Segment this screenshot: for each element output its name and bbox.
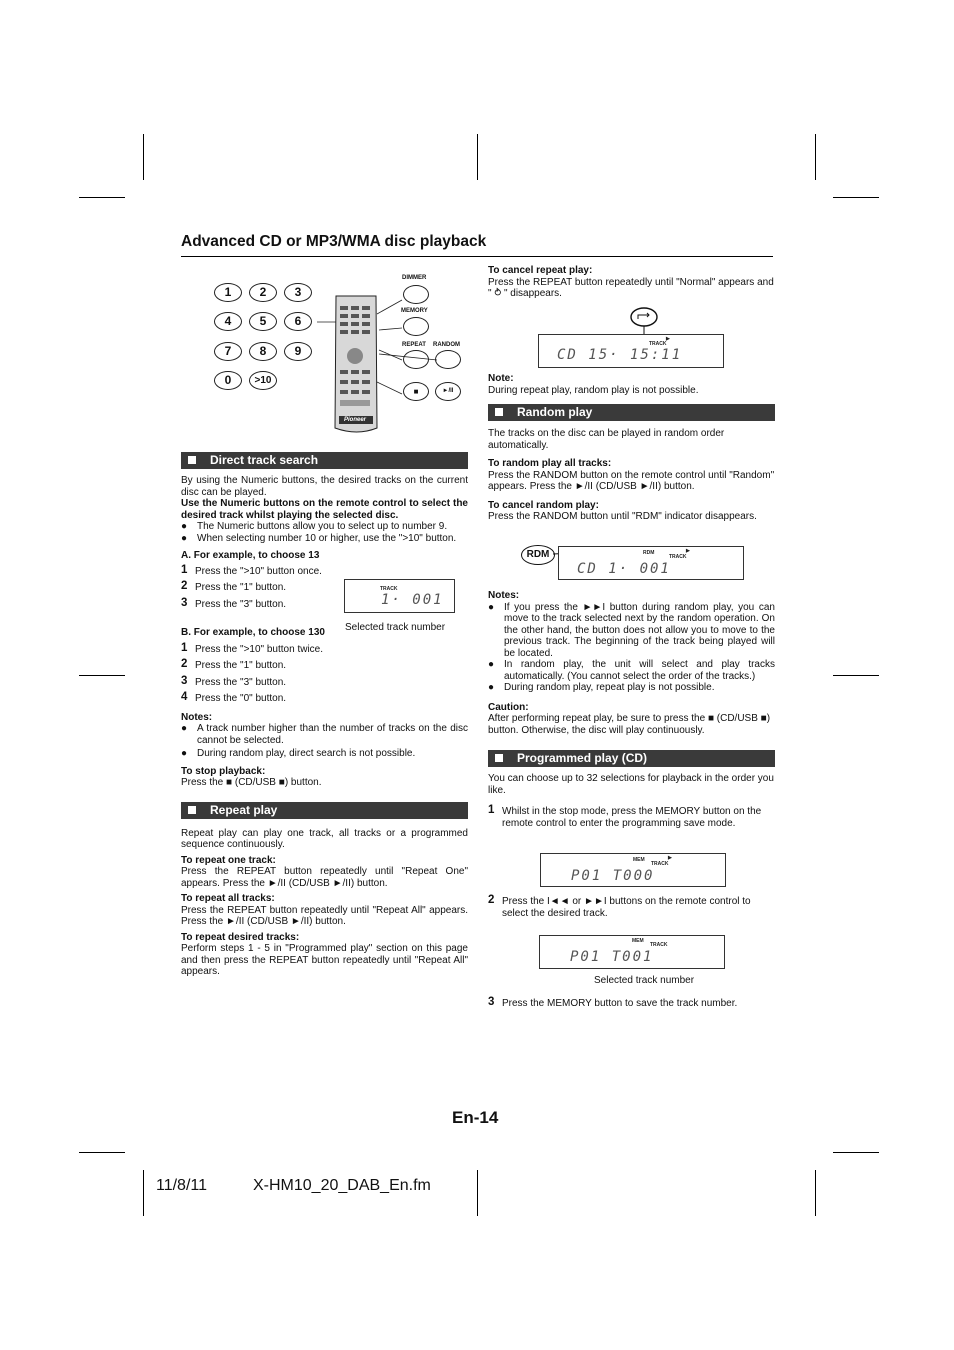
- crop-mark: [833, 197, 879, 198]
- left-column: [181, 452, 468, 978]
- crop-mark: [143, 1170, 144, 1216]
- lcd-display-random: RDM TRACK ▶ CD 1· 001: [558, 546, 744, 580]
- page-title: Advanced CD or MP3/WMA disc playback: [181, 233, 487, 250]
- step: 1 Press the ">10" button once.: [181, 563, 322, 577]
- key-1: 1: [214, 283, 242, 302]
- list-item: ● A track number higher than the number of tracks on the disc cannot be selected.: [181, 723, 468, 746]
- program-step-3: [488, 998, 775, 1010]
- crop-mark: [477, 1170, 478, 1216]
- direct-bold: Use the Numeric buttons on the remote control to select the desired track whilst playing the selected disc.: [181, 498, 468, 521]
- note-text: During repeat play, random play is not possible.: [488, 384, 699, 396]
- bullet-square-icon: [495, 408, 503, 416]
- crop-mark: [143, 134, 144, 180]
- key-3: 3: [284, 283, 312, 302]
- repeat-label: REPEAT: [402, 342, 426, 348]
- bullet-square-icon: [188, 456, 196, 464]
- step: 2 Press the "1" button.: [181, 580, 287, 593]
- stop-icon: ■: [707, 713, 714, 724]
- repeat-intro: Repeat play can play one track, all tracks or a programmed sequence continuously.: [181, 827, 468, 850]
- title-rule: [181, 256, 773, 257]
- play-indicator-icon: ▶: [666, 336, 670, 342]
- crop-mark: [833, 675, 879, 676]
- step: 3 Press the MEMORY button to save the track number.: [488, 996, 738, 1009]
- stop-button: ■: [403, 382, 429, 401]
- play-indicator-icon: ▶: [668, 855, 672, 861]
- caution-heading: Caution:: [488, 701, 529, 713]
- key-gt10: >10: [249, 371, 277, 390]
- step: 4 Press the "0" button.: [181, 691, 287, 704]
- rdm-indicator-icon: RDM: [521, 545, 555, 565]
- right-column-2: [488, 373, 775, 523]
- step: 1 Press the ">10" button twice.: [181, 641, 324, 655]
- lcd-display-track-13: TRACK 1· 001: [344, 579, 455, 613]
- footer-date: 11/8/11: [156, 1177, 208, 1194]
- cancel-random-text: Press the RANDOM button until "RDM" indicator disappears.: [488, 511, 757, 522]
- random-all-heading: To random play all tracks:: [488, 458, 612, 469]
- programmed-intro: You can choose up to 32 selections for playback in the order you like.: [488, 773, 774, 796]
- repeat-one-heading: To repeat one track:: [181, 854, 276, 866]
- cancel-random-heading: To cancel random play:: [488, 499, 599, 511]
- crop-mark: [815, 134, 816, 180]
- lcd-caption: Selected track number: [594, 975, 695, 986]
- remote-brand: Pioneer: [344, 417, 367, 423]
- program-step-2: [488, 896, 775, 919]
- key-8: 8: [249, 342, 277, 361]
- repeat-one-text: Press the REPEAT button repeatedly until "Repeat One" appears. Press the ►/II (CD/USB ►/II) button.: [181, 866, 468, 889]
- list-item: ● If you press the ►►I button during random play, you can move to the track selected next by the random operation. On the other hand, the button does not allow you to move to the previous track. The beginning of the track being played will be located.: [488, 602, 775, 660]
- repeat-indicator-icon: [630, 307, 660, 337]
- repeat-desired-heading: To repeat desired tracks:: [181, 931, 300, 943]
- list-item: ● When selecting number 10 or higher, use the ">10" button.: [181, 533, 468, 545]
- dimmer-label: DIMMER: [402, 275, 427, 281]
- random-play-heading: Random play: [488, 404, 775, 421]
- step: 2 Press the I◄◄ or ►►I buttons on the remote control to select the desired track.: [488, 894, 751, 919]
- crop-mark: [79, 1152, 125, 1153]
- key-7: 7: [214, 342, 242, 361]
- step: 1 Whilst in the stop mode, press the MEMORY button on the remote control to enter the programming save mode.: [488, 804, 762, 829]
- step: 2 Press the "1" button.: [181, 658, 287, 671]
- key-6: 6: [284, 312, 312, 331]
- play-indicator-icon: ▶: [686, 548, 690, 554]
- stop-playback-heading: To stop playback:: [181, 765, 266, 777]
- bullet-square-icon: [188, 806, 196, 814]
- crop-mark: [815, 1170, 816, 1216]
- right-column-3: [488, 590, 775, 829]
- list-item: ● During random play, direct search is not possible.: [181, 748, 468, 760]
- lcd-caption: Selected track number: [345, 622, 446, 633]
- step: 3 Press the "3" button.: [181, 674, 287, 688]
- page-number: En-14: [452, 1108, 499, 1127]
- repeat-all-text: Press the REPEAT button repeatedly until "Repeat All" appears. Press the ►/II (CD/USB ►/II) button.: [181, 904, 468, 927]
- note-heading: Note:: [488, 373, 514, 384]
- bullet-square-icon: [495, 754, 503, 762]
- footer-file: X-HM10_20_DAB_En.fm: [253, 1177, 431, 1194]
- key-0: 0: [214, 371, 242, 390]
- cancel-repeat-heading: To cancel repeat play:: [488, 265, 593, 276]
- crop-mark: [833, 1152, 879, 1153]
- example-a-heading: A. For example, to choose 13: [181, 550, 320, 561]
- stop-icon: ■: [278, 777, 285, 788]
- crop-mark: [79, 197, 125, 198]
- programmed-play-heading: Programmed play (CD): [488, 750, 775, 767]
- random-notes-heading: Notes:: [488, 590, 520, 601]
- right-column: [488, 265, 775, 300]
- random-all-text: Press the RANDOM button on the remote control until "Random" appears. Press the ►/II (CD/USB ►/II) button.: [488, 469, 775, 492]
- play-pause-button: ►/II: [435, 382, 461, 401]
- remote-figure: [181, 270, 471, 440]
- repeat-play-heading: Repeat play: [181, 802, 468, 819]
- lcd-display-program-2: MEM TRACK P01 T001: [539, 935, 725, 969]
- dimmer-button: [403, 285, 429, 304]
- list-item: ● In random play, the unit will select and play tracks automatically. (You cannot select the order of the tracks.): [488, 659, 775, 682]
- list-item: ● During random play, repeat play is not possible.: [488, 682, 775, 694]
- key-2: 2: [249, 283, 277, 302]
- crop-mark: [477, 134, 478, 180]
- repeat-desired-text: Perform steps 1 - 5 in "Programmed play" section on this page and then press the REPEAT button repeatedly until "Repeat All" appears.: [181, 943, 468, 977]
- crop-mark: [79, 675, 125, 676]
- direct-track-search-heading: Direct track search: [181, 452, 468, 469]
- random-intro: The tracks on the disc can be played in random order automatically.: [488, 428, 725, 451]
- cancel-repeat-text: Press the REPEAT button repeatedly until "Normal" appears and " ⥁ " disappears.: [488, 276, 774, 299]
- memory-button: [403, 317, 429, 336]
- stop-icon: ■: [760, 713, 767, 724]
- notes-heading: Notes:: [181, 711, 213, 723]
- lcd-display-repeat: TRACK ▶ CD 15· 15:11: [538, 334, 724, 368]
- key-4: 4: [214, 312, 242, 331]
- key-5: 5: [249, 312, 277, 331]
- repeat-button: [403, 350, 429, 369]
- stop-icon: ■: [226, 777, 233, 788]
- caution-text: After performing repeat play, be sure to press the ■ (CD/USB ■) button. Otherwise, the disc will play continuously.: [488, 713, 771, 736]
- repeat-all-heading: To repeat all tracks:: [181, 893, 275, 904]
- key-9: 9: [284, 342, 312, 361]
- direct-intro: By using the Numeric buttons, the desired tracks on the current disc can be played.: [181, 475, 468, 498]
- list-item: ● The Numeric buttons allow you to select up to number 9.: [181, 521, 468, 533]
- lcd-display-program-1: MEM TRACK ▶ P01 T000: [540, 853, 726, 887]
- step: 3 Press the "3" button.: [181, 596, 287, 610]
- stop-playback-text: Press the ■ (CD/USB ■) button.: [181, 777, 322, 788]
- random-label: RANDOM: [433, 342, 460, 348]
- memory-label: MEMORY: [401, 308, 428, 314]
- random-button: [435, 350, 461, 369]
- example-b-heading: B. For example, to choose 130: [181, 627, 325, 638]
